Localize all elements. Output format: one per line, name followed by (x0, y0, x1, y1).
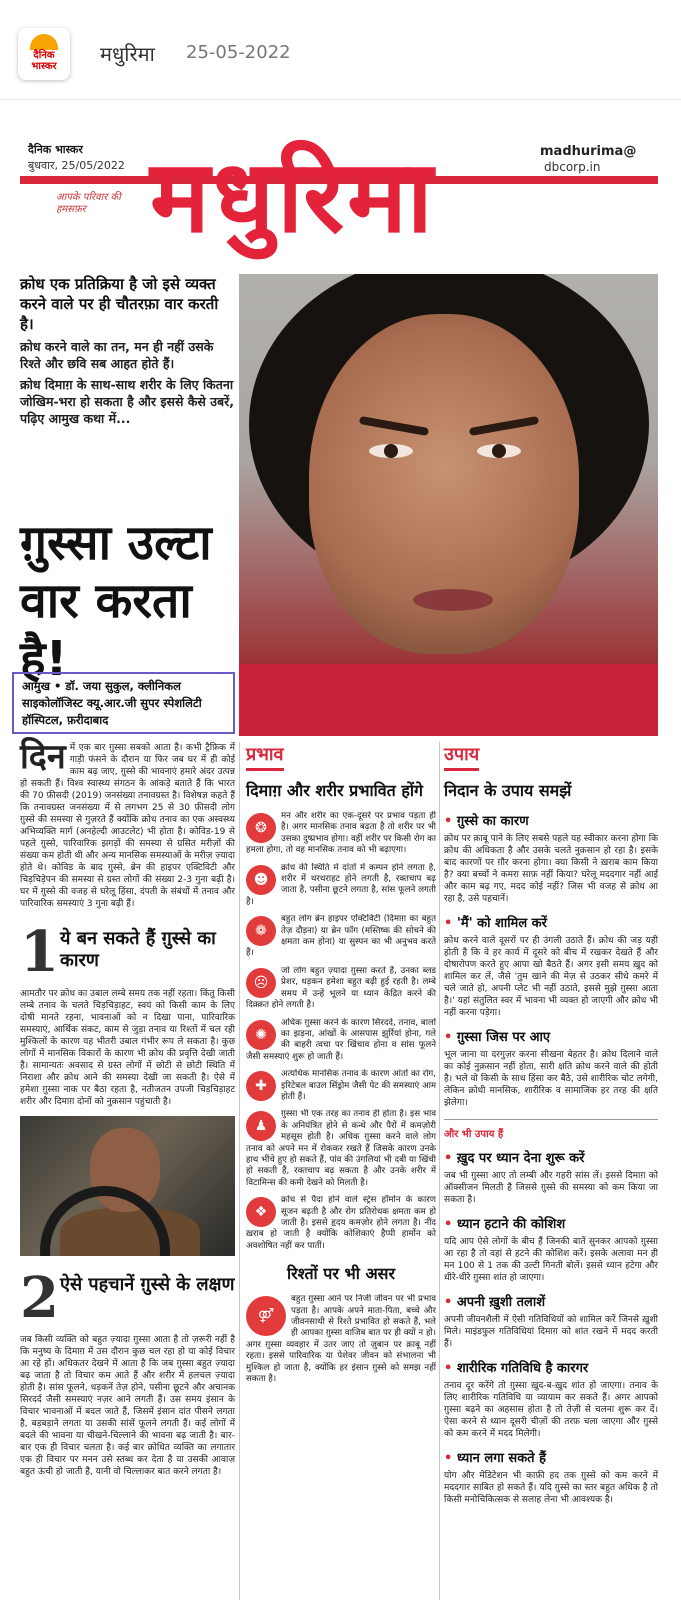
main-headline: ग़ुस्सा उल्टा वार करता है! (20, 515, 212, 687)
more-remedies-label: और भी उपाय हैं (444, 1129, 504, 1140)
edition-title: मधुरिमा (100, 42, 155, 66)
item-text: क्रोध की स्थिति में दांतों में कम्पन होने लगता है, शरीर में थरथराहट होने लगती है, रक्तचाप बढ़ जाता है, पसीना छूटने लगता है, सांस फूलने लगती है। (246, 862, 436, 907)
body-icon: ♟ (246, 1111, 276, 1141)
remedy-text: भूल जाना या दरगुज़र करना सीखना बेहतर है। क्रोध दिलाने वाले का कोई नुक़सान नहीं होता, सारी क्षति क्रोध करने वाले की होती है। भले वो किसी के साथ हिंसा कर बैठे, उसे शारीरिक चोट लगेगी, लेकिन क्रोधी मानसिक, शारीरिक व सामाजिक हर तरह की क्षति झेलेगा। (444, 1050, 658, 1108)
list-item (246, 863, 436, 909)
angry-woman-photo (239, 274, 658, 736)
section-1-heading (20, 924, 235, 980)
angry-driver-photo (20, 1116, 235, 1256)
lead-intro: क्रोध एक प्रतिक्रिया है जो इसे व्यक्त करने वाले पर ही चौतरफ़ा वार करती है। (20, 275, 219, 333)
lead-block (20, 274, 235, 427)
column-effects (246, 742, 436, 1391)
section-1-body: आमतौर पर क्रोध का उबाल लम्बे समय तक नहीं रहता। किंतु किसी लम्बे तनाव के चलते चिड़चिड़ाहट, स्वयं को किसी काम के लिए दोषी मानते रहना, भावनाओं को न दिखा पाना, पारिवारिक समस्याएं, आर्थिक संकट, काम से जुड़ा तनाव या रिश्तों में चल रही मुश्किलों के कारण यह भीतरी उबाल गंभीर रूप ले सकता है। कुछ लोगों में मानसिक विकारों के कारण भी क्रोध की प्रवृत्ति देखी जाती है। सामान्यतः अवसाद से ग्रस्त लोगों में छोटी से छोटी स्थिति में निराशा और क्रोध आने की समस्या देखी जा सकती है। ऐसे में हमेशा ग़ुस्सा नाक पर बैठा रहता है, नतीजतन उपजी चिड़चिड़ाहट शरीर और दिमाग़ दोनों को नुक़सान पहुंचाती है। (20, 989, 235, 1107)
item-text: बहुत लोग ब्रेन हाइपर एक्टिविटी (दिमाग़ का बहुत तेज़ दौड़ना) या ब्रेन फॉग (मस्तिष्क की सोचने की क्षमता कम होना) या सुस्पन का भी अनुभव करते हैं। (246, 914, 436, 959)
intro-paragraph (20, 737, 235, 910)
relationships-block (246, 1294, 436, 1385)
remedy-text: क्रोध करने वाले दूसरों पर ही उंगली उठाते हैं। क्रोध की जड़ यही होती है कि वे हर कार्य में दूसरे को बीच में रखकर देखते हैं और दोषारोपण करते हुए आपा खो बैठते हैं। अगर इसी समय ख़ुद को शामिल कर लें, जैसे 'तुम खाने की मेज़ से उठकर सीधे कमरे में चले जाते हो, अपनी प्लेट भी नहीं उठाते, इससे मुझे ग़ुस्सा आता है।' यहां संतुलित स्वर में भावना भी व्यक्त हो जाएगी और क्रोध भी नहीं करना पड़ेगा। (444, 936, 658, 1018)
remedy-text: जब भी ग़ुस्सा आए तो लम्बी और गहरी सांस लें। इससे दिमाग़ को ऑक्सीजन मिलती है जिससे ग़ुस्से की समस्या को कम किया जा सकता है। (444, 1171, 658, 1205)
remedy-text: अपनी जीवनशैली में ऐसी गतिविधियों को शामिल करें जिनसे ख़ुशी मिले। माइंडफुल गतिविधियां दिमाग़ को शांत रखने में मदद करती हैं। (444, 1315, 658, 1349)
item-text: अधिक ग़ुस्सा करने के कारण सिरदर्द, तनाव, बालों का झड़ना, आंखों के आसपास झुर्रियां होना, गले की बाहरी त्वचा पर खिंचाव होना व सांस फूलने जैसी समस्याएं शुरू हो जाती हैं। (246, 1017, 436, 1062)
lead-sub2: क्रोध दिमाग़ के साथ-साथ शरीर के लिए कितना जोखिम-भरा हो सकता है और इससे कैसे उबरें, पढ़िए आमुख कथा में... (20, 377, 234, 426)
intro-text: में एक बार ग़ुस्सा सबको आता है। कभी ट्रैफ़िक में गाड़ी फंसने के दौरान या फिर जब घर में ही कोई काम बढ़ जाए, ग़ुस्से की भावनाएं हमारे अंदर उत्पन्न हो सकती हैं। विश्व स्वास्थ्य संगठन के आंकड़े बताते हैं कि भारत की 70 फ़ीसदी (2019) जनसंख्या तनावग्रस्त है। विशेषज्ञ कहते हैं कि तनावग्रस्त जनसंख्या में से लगभग 25 से 30 फ़ीसदी लोग ग़ुस्से की समस्या से गुज़रते हैं क्योंकि क्रोध तनाव का एक अस्वस्थ्य अभिव्यक्ति मार्ग (अनहेल्दी आउटलेट) भी होता है। कोविड-19 से पहले ग़ुस्से, पारिवारिक झगड़ों की समस्या से ग्रसित मरीज़ों की संख्या कम होती थी और अन्य मानसिक समस्याओं के मरीज़ ज़्यादा होते थे। कोविड के बाद ग़ुस्से, ब्रेन की हाइपर एक्टिविटी और चिड़चिड़ेपन की समस्या से ग्रस्त लोगों की संख्या 2-3 गुना बढ़ी है। घर में ग़ुस्से की वजह से घरेलू हिंसा, दंपती के संबंधों में तनाव और पारिवारिक समस्याएं 3 गुना बढ़ी हैं। (20, 743, 235, 909)
remedy-heading: • ग़ुस्से का कारण (444, 811, 658, 829)
stomach-icon: ✚ (246, 1071, 276, 1101)
item-text: ग़ुस्सा भी एक तरह का तनाव ही होता है। इस भाव के अनियंत्रित होने से कन्धे और पैरों में कमज़ोरी महसूस होती है। अधिक ग़ुस्सा करने वाले लोग तनाव को अपने मन में रोककर रखते हैं जिसके कारण उनके हाथ भींचे हुए हो सकते हैं, पांव की उंगलियां भी दबी या खिंची हो सकती हैं, रक्तचाप बढ़ सकता है और उनके शरीर में विटामिन्स की कमी देखने को मिलती है। (246, 1109, 436, 1188)
logo-text-line1: दैनिक (33, 49, 55, 61)
list-item (246, 1195, 436, 1252)
remedy-text: यदि आप ऐसे लोगों के बीच हैं जिनकी बातें सुनकर आपको ग़ुस्सा आ रहा है तो वहां से हटने की कोशिश करें। इसके अलावा मन ही मन 100 से 1 तक की उल्टी गिनती बोलें। इससे ध्यान हटेगा और धीरे-धीरे ग़ुस्सा शांत हो जाएगा। (444, 1237, 658, 1283)
column-remedies (444, 742, 658, 1506)
list-item (246, 811, 436, 857)
iris-right (492, 444, 506, 458)
brain-fog-icon: ❁ (246, 916, 276, 946)
dainik-bhaskar-logo[interactable] (18, 28, 70, 80)
teeth-icon: ☻ (246, 865, 276, 895)
column-rule-1 (239, 742, 240, 1600)
section-number: 1 (20, 924, 59, 980)
section-2-body: जब किसी व्यक्ति को बहुत ज़्यादा ग़ुस्सा आता है तो ज़रूरी नहीं है कि मनुष्य के दिमाग़ में उस दौरान कुछ चल रहा हो या कोई विचार आ रहे हों। अधिकतर देखने में आता है कि जब ग़ुस्सा बहुत ज़्यादा बढ़ जाता है तो विचार कम आते हैं और शरीर में हलचल ज़्यादा होती है। सांस फूलने, धड़कनें तेज़ होने, पसीना छूटने और अचानक सिरदर्द जैसी समस्याएं नज़र आने लगती हैं। उस समय इंसान के विचार भावनाओं में बदल जाते हैं, जिसमें इंसान दांत पीसने लगता है, बड़बड़ाने लगता या उसकी सांसें फूलने लगती हैं। कई लोगों में बदले की भावना या चीखने-चिल्लाने की भावना बढ़ जाती है। बार-बार एक ही विचार चलता है। कई बार क्रोधित व्यक्ति का लगातार एक ही विचार पर मनन उसे स्तब्ध कर देता है या उसकी आवाज़ बहुत ऊंची हो जाती है, यानी वो चिल्लाकर बात करने लगता है। (20, 1335, 235, 1477)
item-text: अत्यधिक मानसिक तनाव के कारण आंतों का रोग, इरिटेबल बाउल सिंड्रोम जैसी पेट की समस्याएं आम होती हैं। (281, 1069, 436, 1102)
section-divider (444, 1119, 658, 1120)
couple-icon: ⚤ (246, 1296, 286, 1336)
list-item (246, 1018, 436, 1064)
remedy-heading: • ध्यान हटाने की कोशिश (444, 1214, 658, 1232)
iris-left (384, 444, 398, 458)
section-title: ऐसे पहचानें ग़ुस्से के लक्षण (60, 1274, 235, 1295)
masthead-tagline: आपके परिवार की हमसफ़र (56, 192, 121, 215)
list-item (246, 914, 436, 960)
remedy-text: क्रोध पर क़ाबू पाने के लिए सबसे पहले यह स्वीकार करना होगा कि क्रोध की अधिकता है और उसके चलते नुक़सान हो रहा है। इसके बाद कारणों पर ग़ौर करना होगा। क्या किसी ने ख़राब काम किया है? क्या बच्चों ने कमरा साफ़ नहीं किया? घरेलू मददगार नहीं आई और काम बढ़ गए, मदद कोई नहीं? जिस भी वजह से क्रोध आ रहा है, उसे पहचानें। (444, 834, 658, 904)
remedy-heading: • अपनी ख़ुशी तलाशें (444, 1292, 658, 1310)
list-item (246, 966, 436, 1012)
item-text: क्रोध से पैदा होने वाले स्ट्रेस हॉर्मोन के कारण सूजन बढ़ती है और रोग प्रतिरोधक क्षमता कम हो जाती है। इससे हृदय कमज़ोर होने लगता है। नींद ख़राब हो जाती है क्योंकि कोशिकाएं हैप्पी हार्मोन को अवशोषित नहीं कर पातीं। (246, 1195, 436, 1251)
effects-title: दिमाग़ और शरीर प्रभावित होंगे (246, 781, 423, 800)
section-number: 2 (20, 1270, 59, 1326)
remedy-text: योग और मेडिटेशन भी काफ़ी हद तक ग़ुस्से को कम करने में मददगार साबित हो सकते हैं। यदि ग़ुस्से का स्तर बहुत अधिक है तो किसी मनोचिकित्सक से सलाह लेना भी आवश्यक है। (444, 1471, 658, 1505)
sun-icon (30, 34, 58, 50)
remedies-title: निदान के उपाय समझें (444, 781, 572, 800)
remedies-label: उपाय (444, 742, 479, 771)
hormone-icon: ❖ (246, 1197, 276, 1227)
edition-date[interactable]: 25-05-2022 (186, 42, 291, 63)
red-shirt (239, 664, 658, 736)
brain-icon: ❂ (246, 813, 276, 843)
list-item (246, 1109, 436, 1189)
remedy-heading: • ग़ुस्सा जिस पर आए (444, 1027, 658, 1045)
section-2-heading (20, 1270, 235, 1326)
remedy-heading: • शारीरिक गतिविधि है कारगर (444, 1358, 658, 1376)
dropcap: दिन (20, 737, 66, 777)
head-icon: ☹ (246, 968, 276, 998)
section-title: ये बन सकते हैं ग़ुस्से का कारण (60, 928, 216, 971)
relationships-title: रिश्तों पर भी असर (286, 1264, 396, 1284)
lips-shape (413, 589, 493, 611)
item-text: मन और शरीर का एक-दूसरे पर प्रभाव पड़ता ही है। अगर मानसिक तनाव बढ़ता है तो शरीर पर भी उसका दुष्प्रभाव होगा। वहीं शरीर पर किसी रोग का हमला होगा, तो वह मानसिक तनाव को भी बढ़ाएगा। (246, 811, 436, 856)
remedy-heading: • ख़ुद पर ध्यान देना शुरू करें (444, 1148, 658, 1166)
logo-text-line2: भास्कर (31, 60, 57, 72)
remedy-text: तनाव दूर करेंगे तो ग़ुस्सा ख़ुद-ब-ख़ुद शांत हो जाएगा। तनाव के लिए शारीरिक गतिविधि या व्यायाम कर सकते हैं। अगर आपको ग़ुस्सा बढ़ने का अहसास होता है तो तेज़ी से चलना शुरू कर दें। ऐसा करने से ध्यान दूसरी चीज़ों की तरफ़ चला जाएगा और ग़ुस्से को कम करने में मदद मिलेगी। (444, 1381, 658, 1439)
email-line2: dbcorp.in (544, 160, 601, 174)
paper-name: दैनिक भास्कर (28, 143, 83, 156)
remedy-heading: • 'मैं' को शामिल करें (444, 913, 658, 931)
email-line1: madhurima@ (540, 144, 637, 159)
byline-box: आमुख • डॉ. जया सुकुल, क्लीनिकल साइकोलॉजिस्ट क्यू.आर.जी सुपर स्पेशलिटी हॉस्पिटल, फ़रीदाबाद (12, 672, 235, 734)
remedy-heading: • ध्यान लगा सकते हैं (444, 1448, 658, 1466)
column-rule-2 (439, 742, 440, 1600)
relationships-text: बहुत ग़ुस्सा आने पर निजी जीवन पर भी प्रभाव पड़ता है। आपके अपने माता-पिता, बच्चे और जीवनसाथी से रिश्ते प्रभावित हो सकते हैं, भले ही आपका ग़ुस्सा वाजिब बात पर ही क्यों न हो। अगर ग़ुस्सा व्यवहार में उतर जाए तो ज़ुबान पर क़ाबू नहीं रहता। इससे पारिवारिक या पेशेवर जीवन को संभालना भी मुश्किल हो जाता है, क्योंकि हर इंसान ग़ुस्से को समझ नहीं सकता है। (246, 1294, 436, 1385)
masthead-title: मधुरिमा (150, 137, 436, 255)
column-intro (20, 737, 235, 1478)
effects-label: प्रभाव (246, 742, 284, 771)
headache-icon: ✺ (246, 1020, 276, 1050)
app-header (0, 0, 681, 100)
newspaper-page[interactable] (20, 138, 670, 1600)
lead-sub1: क्रोध करने वाले का तन, मन ही नहीं उसके रिश्ते और छवि सब आहत होते हैं। (20, 339, 214, 371)
effects-list (246, 811, 436, 1252)
item-text: जो लोग बहुत ज़्यादा ग़ुस्सा करते हैं, उनका ब्लड प्रेशर, धड़कन हमेशा बहुत बढ़ी हुई रहती है। लम्बे समय में उन्हें भूलने या ध्यान केंद्रित करने की दिक़्क़त होने लगती है। (246, 965, 436, 1011)
issue-date: बुधवार, 25/05/2022 (28, 159, 125, 172)
list-item (246, 1069, 436, 1103)
